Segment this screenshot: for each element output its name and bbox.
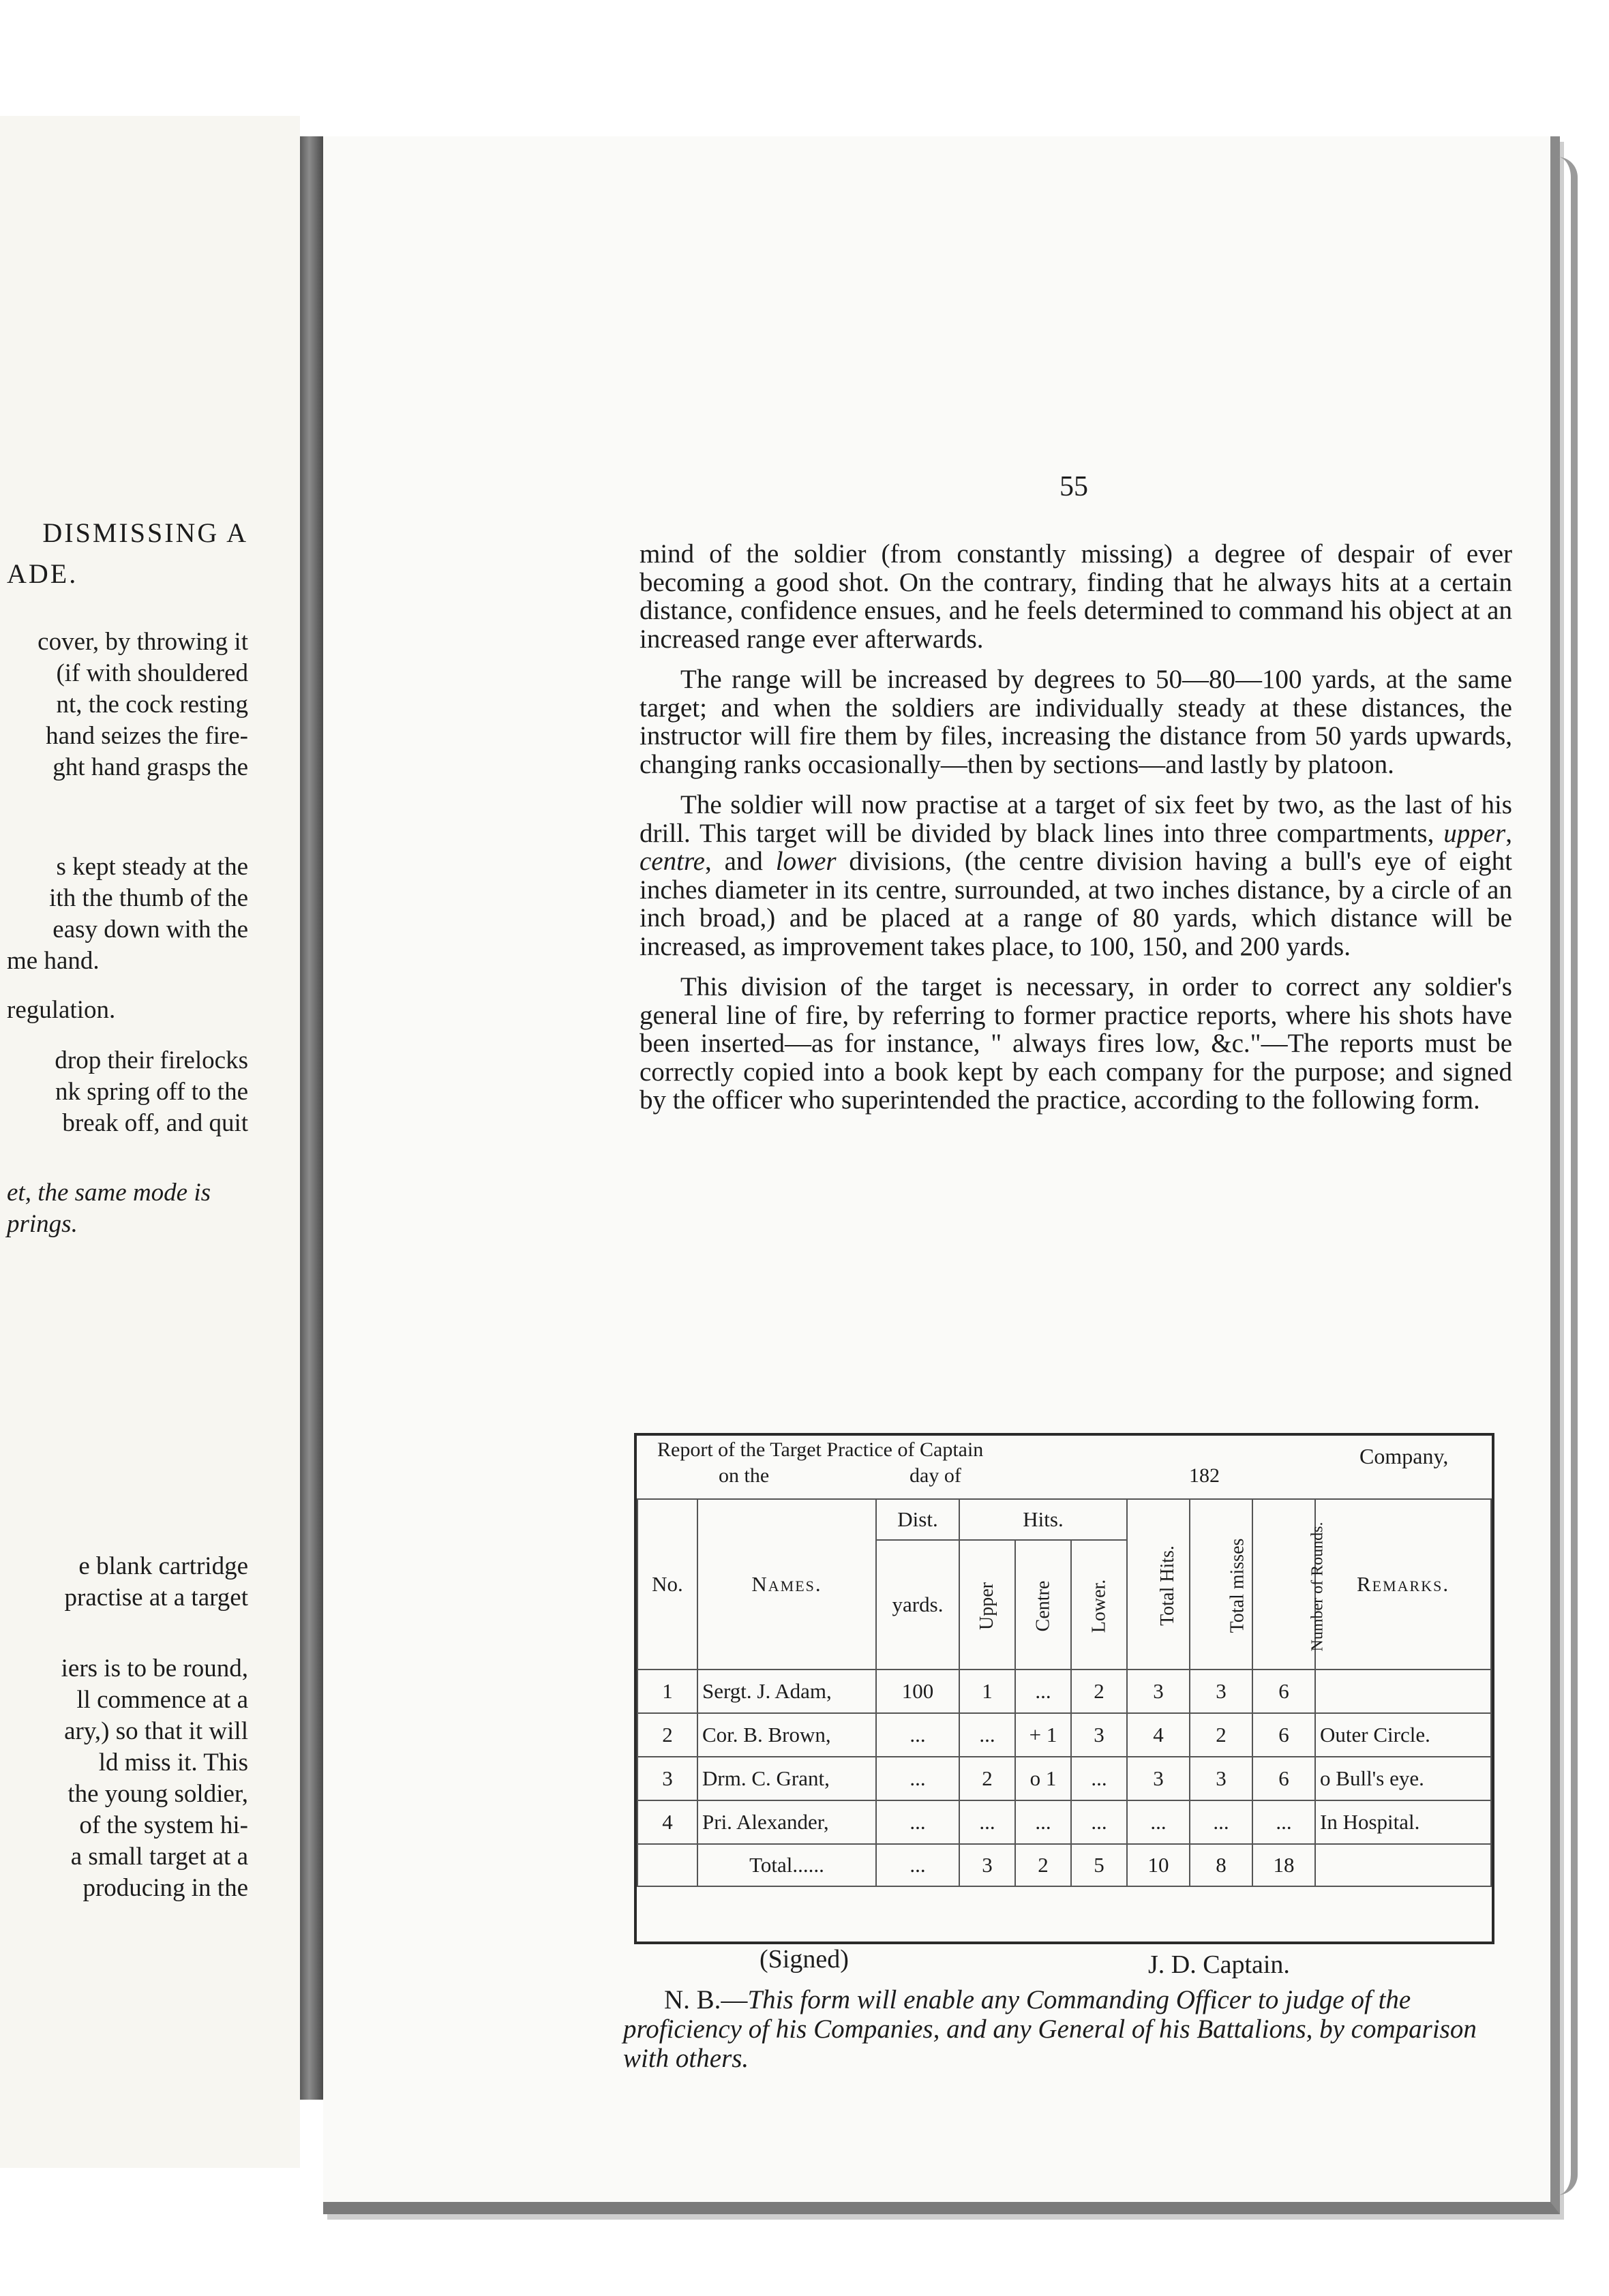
cell-total-label: Total...... [697,1844,876,1886]
col-header-dist: Dist. [876,1499,959,1540]
left-text-line: s kept steady at the [56,853,248,881]
paragraph-3-sep: , [1505,818,1512,848]
paragraph-3-text-b: divisions, (the centre division having a bull's eye of eight inches diameter in its centre, surrounded, at two inches distance, by a circle of an inch broad,) and be placed at a range of 80 yards, which distance will be increased, as improvement takes place, to 100, 150, and 200 yards. [640,847,1512,961]
cell-total-hits: 3 [1127,1757,1190,1800]
left-text-line: me hand. [7,947,100,975]
report-title: Report of the Target Practice of Captain [657,1438,984,1461]
table-row [637,1800,1491,1844]
left-text-line: ith the thumb of the [49,884,248,912]
cell-total-misses: ... [1190,1800,1252,1844]
left-heading-line-2: ADE. [7,558,78,589]
col-header-upper [959,1540,1015,1670]
cell-dist: 100 [876,1670,959,1713]
paragraph-4: This division of the target is necessary, in order to correct any soldier's general line of fire, by referring to former practice reports, where his shots have been inserted—as for instance, " always fires low, &c."—The reports must be correctly copied into a book kept by each company for the purpose; and signed by the officer who superintended the practice, according to the following form. [640,972,1512,1115]
col-header-centre [1015,1540,1071,1670]
italic-upper: upper [1443,818,1506,848]
table-total-row [637,1844,1491,1886]
left-text-line: e blank cartridge [78,1552,248,1580]
left-text-line: the young soldier, [67,1780,248,1808]
cell-name: Cor. B. Brown, [697,1713,876,1757]
cell-dist: ... [876,1757,959,1800]
cell-total-upper: 3 [959,1844,1015,1886]
cell-no: 1 [637,1670,697,1713]
cell-remarks: Outer Circle. [1315,1713,1491,1757]
body-text [640,540,1512,1127]
left-text-line: regulation. [7,996,116,1024]
cell-name: Sergt. J. Adam, [697,1670,876,1713]
table-header-row-1 [637,1499,1491,1540]
report-year: 182 [1189,1464,1220,1487]
nota-bene-lead: N. B.— [664,1985,748,2014]
col-header-total-misses-label: Total misses [1227,1538,1248,1633]
left-text-line: ld miss it. This [98,1749,248,1777]
left-text-line: drop their firelocks [55,1046,248,1074]
left-text-line: et, the same mode is [7,1179,211,1207]
cell-rounds: 6 [1252,1713,1315,1757]
cell-name: Drm. C. Grant, [697,1757,876,1800]
signed-label: (Signed) [760,1945,849,1974]
left-text-line: (if with shouldered [56,659,248,687]
cell-centre: ... [1015,1800,1071,1844]
col-header-total-misses [1190,1499,1252,1670]
report-company: Company, [1359,1444,1449,1468]
right-page [323,136,1560,2214]
left-text-line: a small target at a [70,1843,248,1871]
col-header-no: No. [637,1499,697,1670]
cell-total-hits: 4 [1127,1713,1190,1757]
report-table [637,1498,1492,1887]
book-gutter [300,136,323,2100]
cell-centre: ... [1015,1670,1071,1713]
left-text-line: ll commence at a [76,1686,248,1714]
left-text-line: nk spring off to the [55,1078,248,1106]
table-row [637,1713,1491,1757]
cell-upper: ... [959,1713,1015,1757]
cell-rounds: 6 [1252,1670,1315,1713]
col-header-rounds-label: Number of Rounds. [1308,1522,1327,1652]
page-number: 55 [1059,471,1088,502]
cell-remarks: o Bull's eye. [1315,1757,1491,1800]
col-header-hits: Hits. [959,1499,1127,1540]
left-text-line: ary,) so that it will [64,1717,248,1745]
report-form [634,1433,1494,1944]
nota-bene-text: This form will enable any Commanding Officer to judge of the proficiency of his Companies, and any General of his Battalions, by comparison with others. [623,1985,1477,2073]
left-heading-line-1: DISMISSING A [42,517,248,548]
col-header-centre-label: Centre [1032,1580,1053,1632]
paragraph-2: The range will be increased by degrees to 50—80—100 yards, at the same target; and when the soldiers are individually steady at these distances, the instructor will fire them by files, increasing the distance from 50 yards upwards, changing ranks occasionally—then by sections—and lastly by platoon. [640,665,1512,779]
cell-total-rounds-sum: 18 [1252,1844,1315,1886]
cell-remarks [1315,1670,1491,1713]
cell-lower: 3 [1071,1713,1127,1757]
cell-lower: ... [1071,1800,1127,1844]
cell-total-misses: 3 [1190,1670,1252,1713]
left-text-line: break off, and quit [62,1109,248,1137]
col-header-yards: yards. [876,1540,959,1670]
cell-total-misses: 3 [1190,1757,1252,1800]
left-text-line: cover, by throwing it [37,628,248,656]
cell-total-hits: ... [1127,1800,1190,1844]
col-header-names: Names. [697,1499,876,1670]
report-day-of: day of [909,1464,961,1487]
cell-upper: 1 [959,1670,1015,1713]
cell-total-misses: 2 [1190,1713,1252,1757]
paragraph-1: mind of the soldier (from constantly missing) a degree of despair of ever becoming a good shot. On the contrary, finding that he always hits at a certain distance, confidence ensues, and he feels determined to command his object at an increased range ever afterwards. [640,539,1512,654]
cell-rounds: ... [1252,1800,1315,1844]
table-row [637,1670,1491,1713]
left-text-line: nt, the cock resting [56,691,248,719]
cell-centre: + 1 [1015,1713,1071,1757]
cell-total-centre: 2 [1015,1844,1071,1886]
cell-no: 3 [637,1757,697,1800]
italic-centre: centre [640,847,705,876]
left-text-line: easy down with the [52,916,248,943]
cell-remarks: In Hospital. [1315,1800,1491,1844]
report-on-the: on the [719,1464,770,1487]
cell-total-dist: ... [876,1844,959,1886]
signer-name: J. D. Captain. [1148,1950,1290,1979]
cell-name: Pri. Alexander, [697,1800,876,1844]
left-facing-page [0,116,300,2168]
table-row [637,1757,1491,1800]
col-header-total-hits-label: Total Hits. [1156,1545,1178,1626]
left-text-line: iers is to be round, [61,1655,248,1682]
cell-rounds: 6 [1252,1757,1315,1800]
cell-dist: ... [876,1713,959,1757]
report-header [637,1436,1492,1498]
cell-remarks [1315,1844,1491,1886]
cell-total-lower: 5 [1071,1844,1127,1886]
cell-centre: o 1 [1015,1757,1071,1800]
left-text-line: producing in the [82,1874,248,1902]
left-text-line: practise at a target [64,1584,248,1612]
cell-total-misses-sum: 8 [1190,1844,1252,1886]
cell-no [637,1844,697,1886]
cell-total-hits-sum: 10 [1127,1844,1190,1886]
italic-lower: lower [775,847,837,876]
cell-no: 2 [637,1713,697,1757]
left-text-line: of the system hi- [79,1811,248,1839]
col-header-lower [1071,1540,1127,1670]
col-header-lower-label: Lower. [1088,1579,1110,1633]
left-text-line: prings. [7,1210,78,1238]
cell-lower: 2 [1071,1670,1127,1713]
cell-lower: ... [1071,1757,1127,1800]
cell-dist: ... [876,1800,959,1844]
left-text-line: ght hand grasps the [52,753,248,781]
cell-upper: ... [959,1800,1015,1844]
cell-total-hits: 3 [1127,1670,1190,1713]
cell-no: 4 [637,1800,697,1844]
col-header-remarks: Remarks. [1315,1499,1491,1670]
nota-bene [623,1985,1496,2073]
col-header-upper-label: Upper [976,1582,997,1630]
col-header-total-hits [1127,1499,1190,1670]
paragraph-3-text-a: The soldier will now practise at a target of six feet by two, as the last of his drill. This target will be divided by black lines into three compartments, [640,790,1512,848]
cell-upper: 2 [959,1757,1015,1800]
paragraph-3 [640,791,1512,961]
left-text-line: hand seizes the fire- [46,722,248,750]
col-header-rounds [1252,1499,1327,1670]
paragraph-3-and: , and [705,847,776,876]
